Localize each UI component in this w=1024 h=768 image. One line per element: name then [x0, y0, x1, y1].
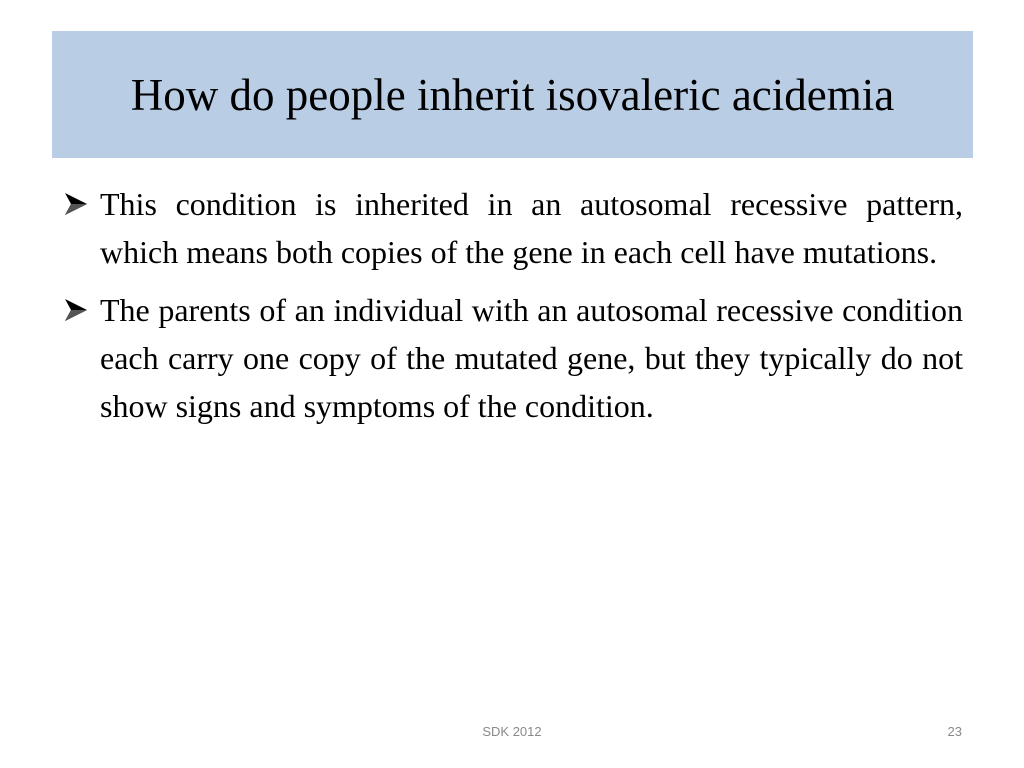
bullet-item	[60, 180, 963, 276]
bullet-text: This condition is inherited in an autosomal recessive pattern, which means both copies of the gene in each cell have mutations.	[100, 186, 963, 270]
slide-title: How do people inherit isovaleric acidemia	[130, 69, 895, 120]
bullet-list	[60, 180, 963, 440]
title-banner	[52, 31, 973, 158]
footer-text: SDK 2012	[482, 724, 542, 739]
page-number: 23	[947, 724, 962, 739]
arrowhead-bullet-icon	[62, 190, 90, 218]
bullet-text: The parents of an individual with an autosomal recessive condition each carry one copy of the mutated gene, but they typically do not show signs and symptoms of the condition.	[100, 292, 963, 424]
bullet-item	[60, 286, 963, 430]
arrowhead-bullet-icon	[62, 296, 90, 324]
